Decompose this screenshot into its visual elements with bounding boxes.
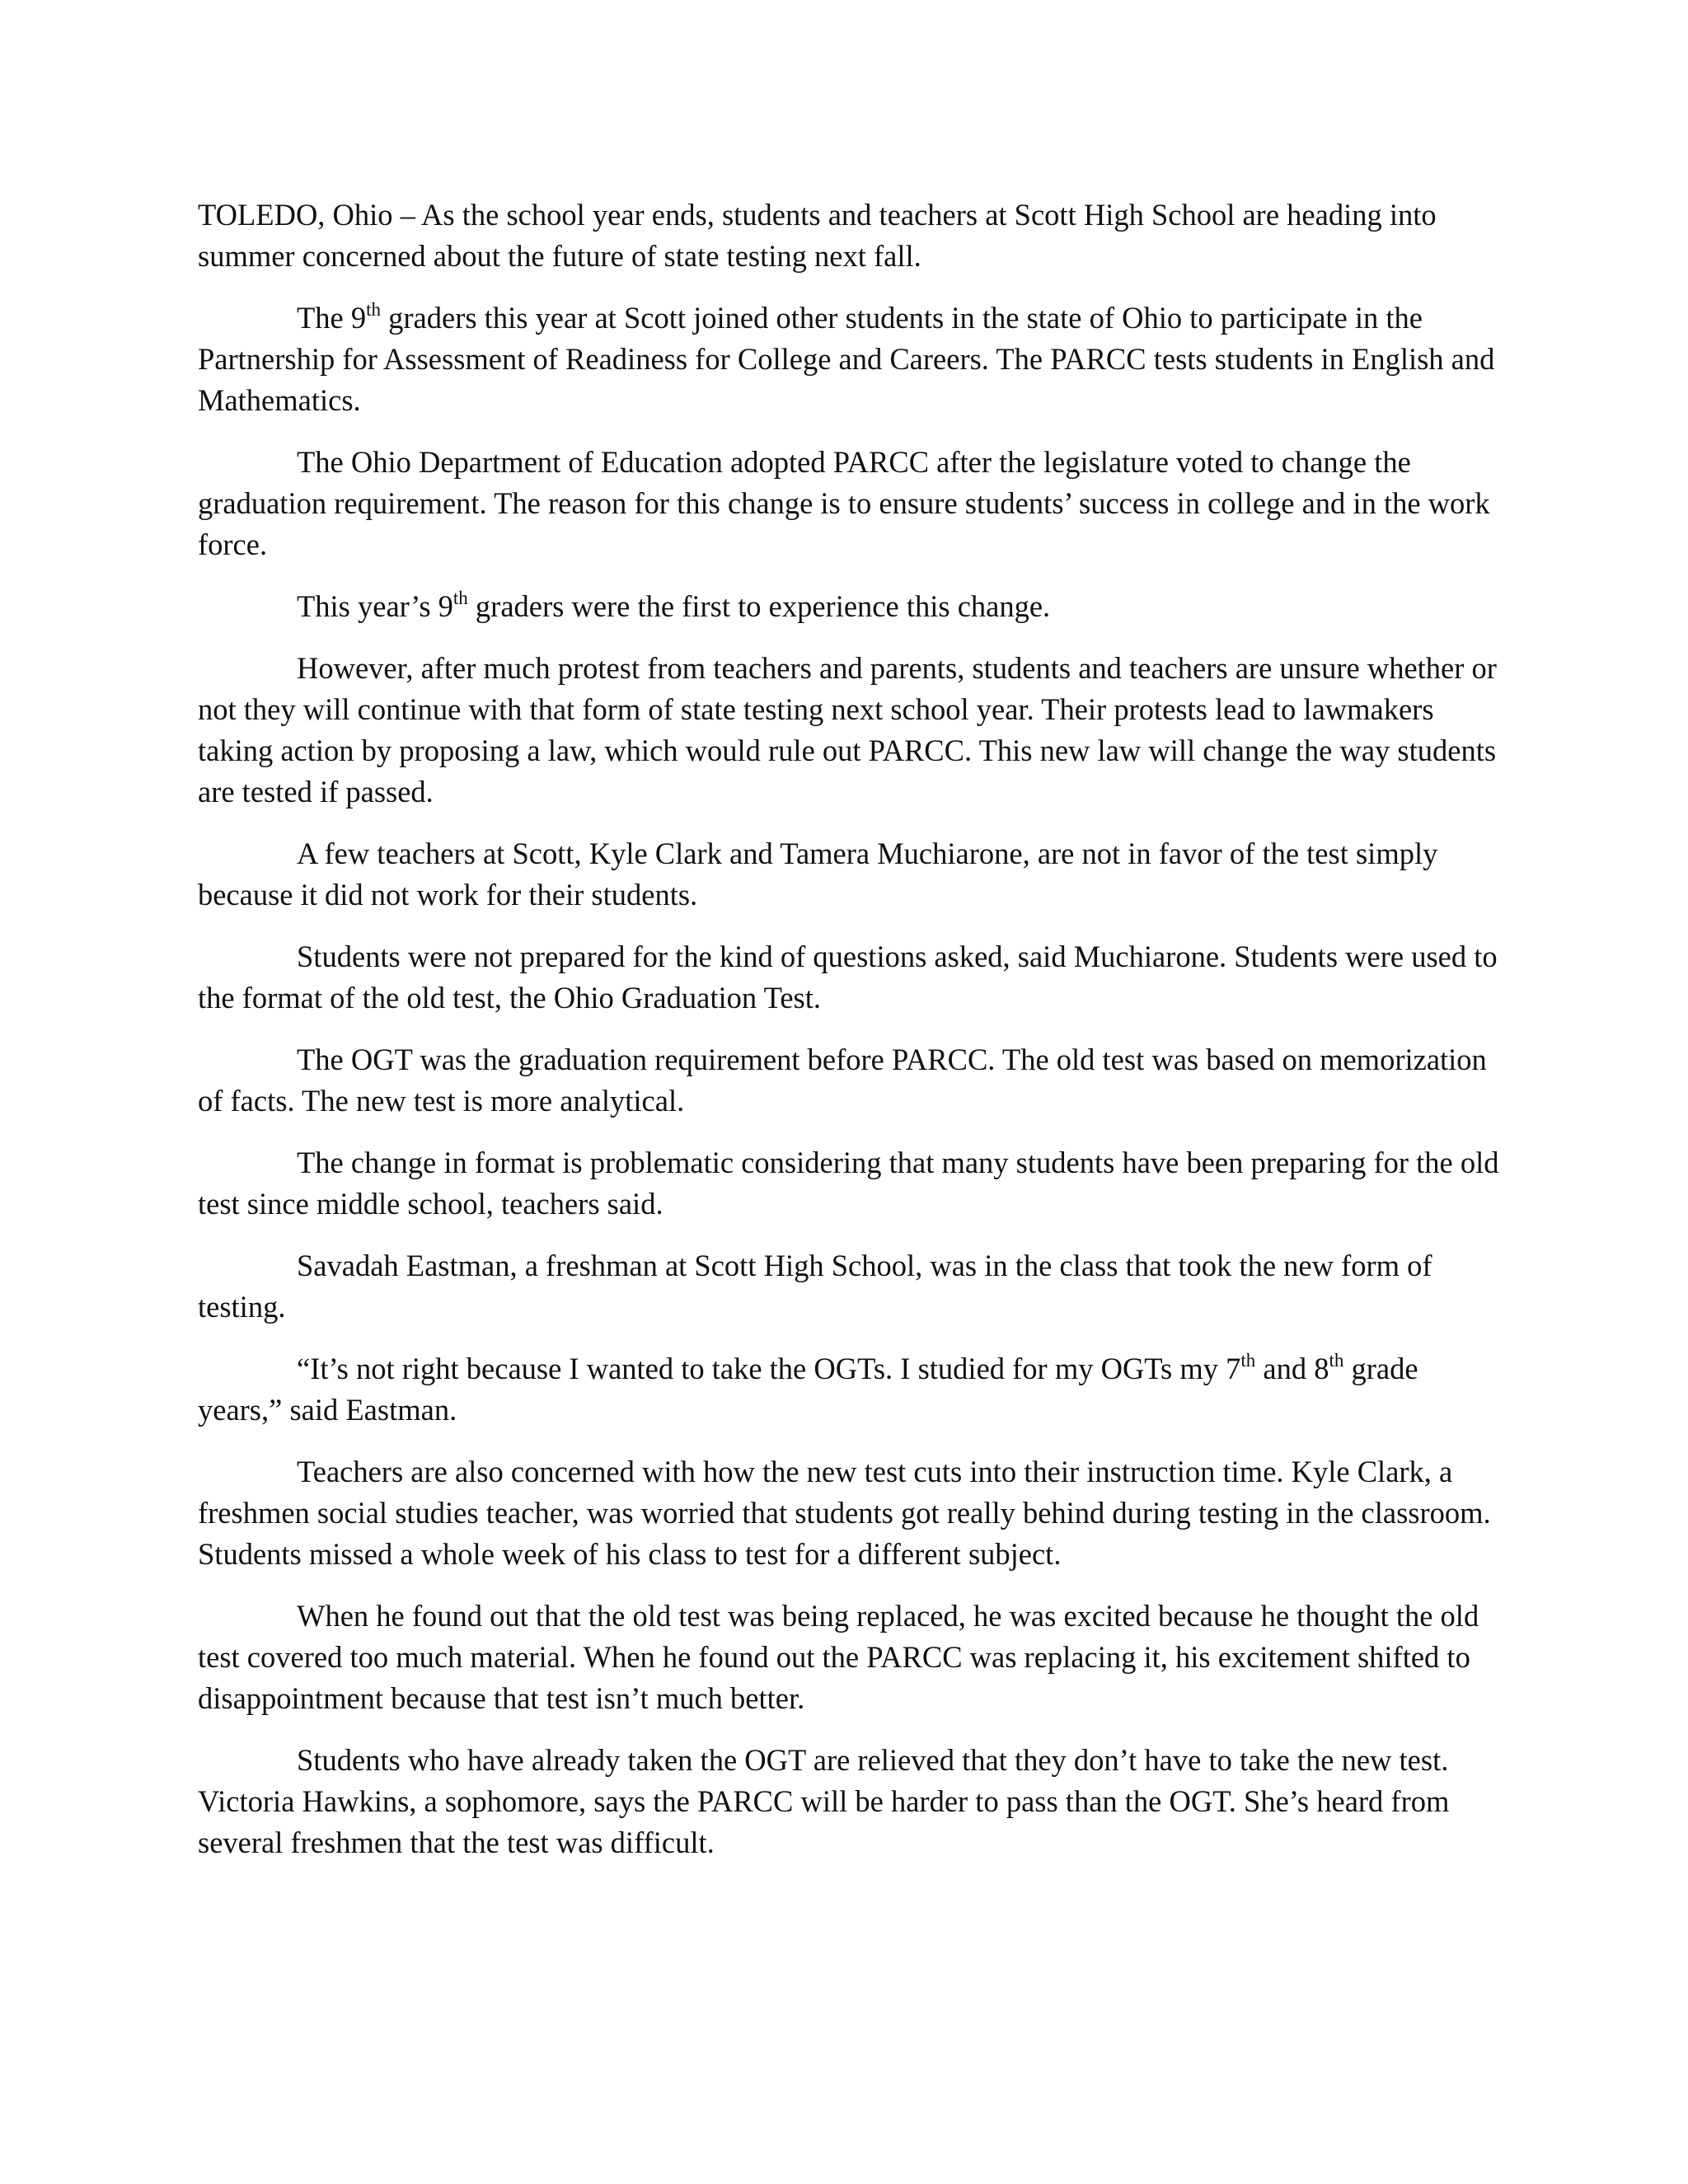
text-run: graders were the first to experience this change. [467, 589, 1051, 623]
article-paragraph-dateline: TOLEDO, Ohio – As the school year ends, students and teachers at Scott High School are heading into summer concerned about the future of state testing next fall. [198, 198, 1437, 273]
article-paragraph [198, 298, 1500, 421]
article-paragraph: Students who have already taken the OGT are relieved that they don’t have to take the new test. Victoria Hawkins, a sophomore, says the PARCC will be harder to pass than the OGT. She’s heard from several freshmen that the test was difficult. [198, 1743, 1450, 1859]
superscript: th [366, 298, 382, 320]
text-run: graders this year at Scott joined other students in the state of Ohio to participate in the Partnership for Assessment of Readiness for College and Careers. The PARCC tests students in English and Mathematics. [198, 301, 1495, 417]
text-run: grade years,” said Eastman. [198, 1352, 1418, 1427]
text-run: This year’s 9 [297, 589, 453, 623]
superscript: th [1329, 1349, 1344, 1371]
article-paragraph: A few teachers at Scott, Kyle Clark and Tamera Muchiarone, are not in favor of the test simply because it did not work for their students. [198, 837, 1438, 912]
article-paragraph [198, 586, 1500, 627]
article-paragraph: Savadah Eastman, a freshman at Scott High School, was in the class that took the new form of testing. [198, 1249, 1432, 1324]
text-run: “It’s not right because I wanted to take the OGTs. I studied for my OGTs my 7 [297, 1352, 1241, 1385]
article-paragraph: When he found out that the old test was being replaced, he was excited because he thought the old test covered too much material. When he found out the PARCC was replacing it, his excitement shifted to disappointment because that test isn’t much better. [198, 1599, 1479, 1715]
article-paragraph: Students were not prepared for the kind of questions asked, said Muchiarone. Students were used to the format of the old test, the Ohio Graduation Test. [198, 940, 1498, 1015]
superscript: th [1240, 1349, 1256, 1371]
article-paragraph: The change in format is problematic considering that many students have been preparing for the old test since middle school, teachers said. [198, 1146, 1499, 1221]
article-paragraph: The OGT was the graduation requirement before PARCC. The old test was based on memorization of facts. The new test is more analytical. [198, 1043, 1487, 1118]
article-paragraph: The Ohio Department of Education adopted PARCC after the legislature voted to change the graduation requirement. The reason for this change is to ensure students’ success in college and in the work force. [198, 445, 1490, 561]
article-body [198, 194, 1500, 1884]
article-paragraph-quote [198, 1348, 1500, 1431]
article-paragraph: However, after much protest from teachers and parents, students and teachers are unsure whether or not they will continue with that form of state testing next school year. Their protests lead to lawmakers taking action by proposing a law, which would rule out PARCC. This new law will change the way students are tested if passed. [198, 651, 1497, 808]
text-run: and 8 [1255, 1352, 1329, 1385]
text-run: The 9 [297, 301, 367, 335]
superscript: th [452, 587, 468, 608]
article-paragraph: Teachers are also concerned with how the new test cuts into their instruction time. Kyle Clark, a freshmen social studies teacher, was worried that students got really behind during testing in the classroom. Students missed a whole week of his class to test for a different subject. [198, 1455, 1491, 1571]
